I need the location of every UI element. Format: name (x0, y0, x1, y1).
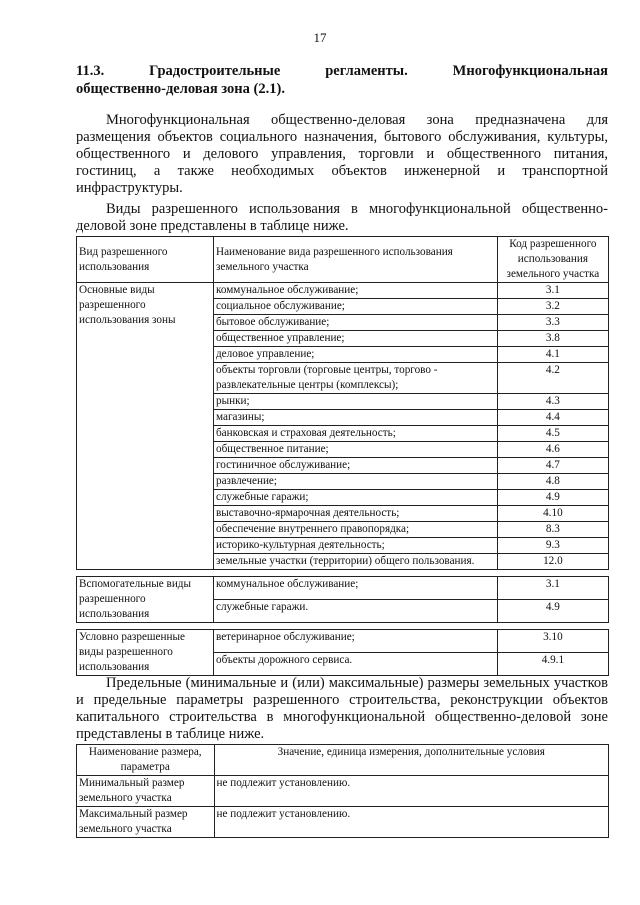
use-name-cell: деловое управление; (213, 347, 497, 363)
paragraph-table-intro: Виды разрешенного использования в многофункциональной общественно-деловой зоне представлены в таблице ниже. (76, 201, 608, 234)
group-spacer (77, 623, 609, 630)
use-code-cell: 3.10 (497, 630, 608, 653)
use-code-cell: 4.10 (497, 506, 608, 522)
value-cell: не подлежит установлению. (214, 776, 608, 807)
table-header-row (77, 237, 609, 283)
parameter-cell: Минимальный размер земельного участка (77, 776, 215, 807)
paragraph-limits: Предельные (минимальные и (или) максимальные) размеры земельных участков и предельные параметры разрешенного строительства, реконструкции объектов капитального строительства в многофункциональной общественно-деловой зоне представлены в таблице ниже. (76, 675, 608, 742)
use-code-cell: 4.9 (497, 490, 608, 506)
use-code-cell: 4.9 (497, 600, 608, 623)
use-name-cell: объекты дорожного сервиса. (213, 653, 497, 676)
table-row (77, 577, 609, 600)
table-row (77, 283, 609, 299)
use-code-cell: 3.2 (497, 299, 608, 315)
heading-line-1: 11.3. Градостроительные регламенты. Многофункциональная (76, 63, 608, 79)
use-code-cell: 4.7 (497, 458, 608, 474)
use-name-cell: объекты торговли (торговые центры, торгово - развлекательные центры (комплексы); (213, 363, 497, 394)
header-parameter: Наименование размера, параметра (77, 745, 215, 776)
heading-line-2: общественно-деловая зона (2.1). (76, 81, 285, 97)
use-name-cell: историко-культурная деятельность; (213, 538, 497, 554)
use-code-cell: 4.9.1 (497, 653, 608, 676)
use-code-cell: 4.1 (497, 347, 608, 363)
paragraph-purpose: Многофункциональная общественно-деловая зона предназначена для размещения объектов социального назначения, бытового обслуживания, культуры, общественного и делового управления, торговли и общественного питания, гостиниц, а также необходимых объектов инженерной и транспортной инфраструктуры. (76, 112, 608, 196)
use-name-cell: гостиничное обслуживание; (213, 458, 497, 474)
use-code-cell: 4.8 (497, 474, 608, 490)
use-group-label: Условно разрешенные виды разрешенного использования (77, 630, 214, 676)
header-use-name: Наименование вида разрешенного использования земельного участка (213, 237, 497, 283)
use-code-cell: 3.1 (497, 577, 608, 600)
use-name-cell: ветеринарное обслуживание; (213, 630, 497, 653)
table-header-row (77, 745, 609, 776)
use-name-cell: развлечение; (213, 474, 497, 490)
use-name-cell: служебные гаражи. (213, 600, 497, 623)
value-cell: не подлежит установлению. (214, 807, 608, 838)
use-name-cell: рынки; (213, 394, 497, 410)
section-heading (76, 62, 608, 98)
parameter-cell: Максимальный размер земельного участка (77, 807, 215, 838)
use-name-cell: обеспечение внутреннего правопорядка; (213, 522, 497, 538)
table-row (77, 776, 609, 807)
use-name-cell: общественное управление; (213, 331, 497, 347)
use-name-cell: социальное обслуживание; (213, 299, 497, 315)
header-use-code: Код разрешенного использования земельного участка (497, 237, 608, 283)
use-code-cell: 4.4 (497, 410, 608, 426)
table-row (77, 807, 609, 838)
use-group-label: Основные виды разрешенного использования зоны (77, 283, 214, 570)
use-name-cell: выставочно-ярмарочная деятельность; (213, 506, 497, 522)
use-code-cell: 3.8 (497, 331, 608, 347)
header-use-type: Вид разрешенного использования (77, 237, 214, 283)
use-code-cell: 4.5 (497, 426, 608, 442)
size-limits-table (76, 744, 609, 838)
use-code-cell: 4.3 (497, 394, 608, 410)
use-code-cell: 8.3 (497, 522, 608, 538)
table-row (77, 630, 609, 653)
use-name-cell: коммунальное обслуживание; (213, 283, 497, 299)
use-group-label: Вспомогательные виды разрешенного использования (77, 577, 214, 623)
page-number: 17 (313, 30, 327, 45)
use-code-cell: 9.3 (497, 538, 608, 554)
use-name-cell: земельные участки (территории) общего пользования. (213, 554, 497, 570)
header-value: Значение, единица измерения, дополнительные условия (214, 745, 608, 776)
use-name-cell: магазины; (213, 410, 497, 426)
group-spacer (77, 570, 609, 577)
use-code-cell: 4.2 (497, 363, 608, 394)
use-name-cell: бытовое обслуживание; (213, 315, 497, 331)
use-code-cell: 3.3 (497, 315, 608, 331)
permitted-use-table (76, 236, 609, 676)
use-code-cell: 3.1 (497, 283, 608, 299)
use-name-cell: служебные гаражи; (213, 490, 497, 506)
use-code-cell: 4.6 (497, 442, 608, 458)
use-name-cell: общественное питание; (213, 442, 497, 458)
use-code-cell: 12.0 (497, 554, 608, 570)
use-name-cell: банковская и страховая деятельность; (213, 426, 497, 442)
use-name-cell: коммунальное обслуживание; (213, 577, 497, 600)
